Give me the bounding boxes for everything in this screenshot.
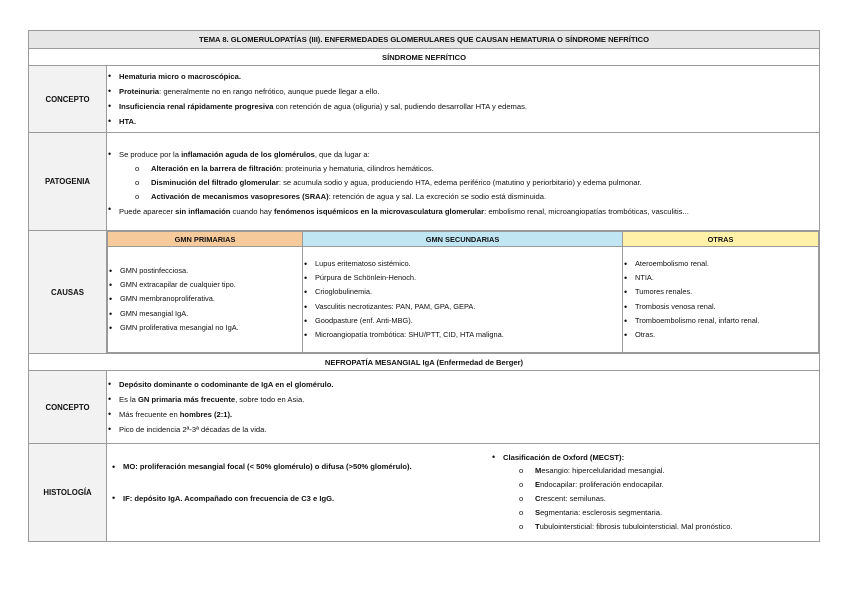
list-item: • Tumores renales. [635, 285, 818, 299]
section-heading-iga: NEFROPATÍA MESANGIAL IgA (Enfermedad de Berger) [29, 354, 820, 371]
histologia-left [107, 449, 487, 536]
histologia-content [107, 444, 820, 542]
causas-secundarias-list [303, 247, 623, 353]
page-title: TEMA 8. GLOMERULOPATÍAS (III). ENFERMEDADES GLOMERULARES QUE CAUSAN HEMATURIA O SÍNDROME NEFRÍTICO [29, 31, 820, 49]
summary-table [28, 30, 820, 542]
list-item: • Microangiopatía trombótica: SHU/PTT, CID, HTA maligna. [315, 328, 622, 342]
list-item: • Púrpura de Schönlein-Henoch. [315, 271, 622, 285]
section-heading-nefritico: SÍNDROME NEFRÍTICO [29, 49, 820, 66]
concepto-content [107, 66, 820, 133]
list-item: • GMN postinfecciosa. [120, 264, 302, 278]
list-item: • Tromboembolismo renal, infarto renal. [635, 314, 818, 328]
list-item: • IF: depósito IgA. Acompañado con frecuencia de C3 e IgG. [123, 491, 483, 506]
list-item: • GMN membranoproliferativa. [120, 292, 302, 306]
list-item: • Goodpasture (enf. Anti-MBG). [315, 314, 622, 328]
row-label-concepto: CONCEPTO [29, 66, 107, 133]
row-label-causas: CAUSAS [29, 231, 107, 354]
document-page [28, 30, 820, 542]
header-otras: OTRAS [623, 232, 819, 247]
list-item: • Hematuria micro o macroscópica. [119, 69, 819, 84]
concepto-iga-content [107, 371, 820, 444]
causas-table [107, 231, 819, 353]
sub-list-item: o Disminución del filtrado glomerular: se acumula sodio y agua, produciendo HTA, edema periférico (matutino y periorbitario) y edema pulmonar. [151, 176, 819, 190]
list-item: • Trombosis venosa renal. [635, 300, 818, 314]
oxford-item: o Endocapilar: proliferación endocapilar. [535, 478, 815, 492]
list-item: • GMN proliferativa mesangial no IgA. [120, 321, 302, 335]
oxford-item: o Tubulointersticial: fibrosis tubulointersticial. Mal pronóstico. [535, 520, 815, 534]
header-gmn-primarias: GMN PRIMARIAS [108, 232, 303, 247]
causas-primarias-list [108, 247, 303, 353]
sub-list-item: o Alteración en la barrera de filtración: proteinuria y hematuria, cilindros hemáticos. [151, 162, 819, 176]
list-item: • HTA. [119, 114, 819, 129]
row-label-concepto-iga: CONCEPTO [29, 371, 107, 444]
oxford-item: o Segmentaria: esclerosis segmentaria. [535, 506, 815, 520]
row-label-patogenia: PATOGENIA [29, 133, 107, 231]
list-item: • Clasificación de Oxford (MECST): o Mesangio: hipercelularidad mesangial. o Endocapilar: proliferación endocapilar. o Crescent: semilunas. o Segmentaria: esclerosis segmentaria. o Tubulointersticial: fibrosis tubulointersticial. Mal pronóstico. [503, 451, 815, 534]
causas-otras-list [623, 247, 819, 353]
list-item: • Se produce por la inflamación aguda de los glomérulos, que da lugar a: o Alteración en la barrera de filtración: proteinuria y hematuria, cilindros hemáticos. o Disminución del filtrado glomerular: se acumula sodio y agua, produciendo HTA, edema periférico (matutino y periorbitario) y edema pulmonar. o Activación de mecanismos vasopresores (SRAA): retención de agua y sal. La excreción se sodio está disminuida. [119, 147, 819, 204]
list-item: • GMN extracapilar de cualquier tipo. [120, 278, 302, 292]
list-item: • Puede aparecer sin inflamación cuando hay fenómenos isquémicos en la microvasculatura glomerular: embolismo renal, microangiopatías trombóticas, vasculitis... [119, 204, 819, 217]
list-item: • NTIA. [635, 271, 818, 285]
causas-content [107, 231, 820, 354]
sub-list-item: o Activación de mecanismos vasopresores (SRAA): retención de agua y sal. La excreción se sodio está disminuida. [151, 190, 819, 204]
list-item: • Lupus eritematoso sistémico. [315, 257, 622, 271]
list-item: • Otras. [635, 328, 818, 342]
list-item: • Es la GN primaria más frecuente, sobre todo en Asia. [119, 392, 819, 407]
list-item: • Pico de incidencia 2ª-3ª décadas de la vida. [119, 422, 819, 437]
list-item: • Más frecuente en hombres (2:1). [119, 407, 819, 422]
list-item: • MO: proliferación mesangial focal (< 50% glomérulo) o difusa (>50% glomérulo). [123, 461, 483, 473]
row-label-histologia: HISTOLOGÍA [29, 444, 107, 542]
list-item: • GMN mesangial IgA. [120, 307, 302, 321]
list-item: • Ateroembolismo renal. [635, 257, 818, 271]
patogenia-content [107, 133, 820, 231]
list-item: • Crioglobulinemia. [315, 285, 622, 299]
histologia-right [487, 449, 819, 536]
oxford-item: o Mesangio: hipercelularidad mesangial. [535, 464, 815, 478]
oxford-item: o Crescent: semilunas. [535, 492, 815, 506]
list-item: • Proteinuria: generalmente no en rango nefrótico, aunque puede llegar a ello. [119, 84, 819, 99]
list-item: • Insuficiencia renal rápidamente progresiva con retención de agua (oliguria) y sal, pudiendo desarrollar HTA y edemas. [119, 99, 819, 114]
list-item: • Vasculitis necrotizantes: PAN, PAM, GPA, GEPA. [315, 300, 622, 314]
header-gmn-secundarias: GMN SECUNDARIAS [303, 232, 623, 247]
list-item: • Depósito dominante o codominante de IgA en el glomérulo. [119, 377, 819, 392]
